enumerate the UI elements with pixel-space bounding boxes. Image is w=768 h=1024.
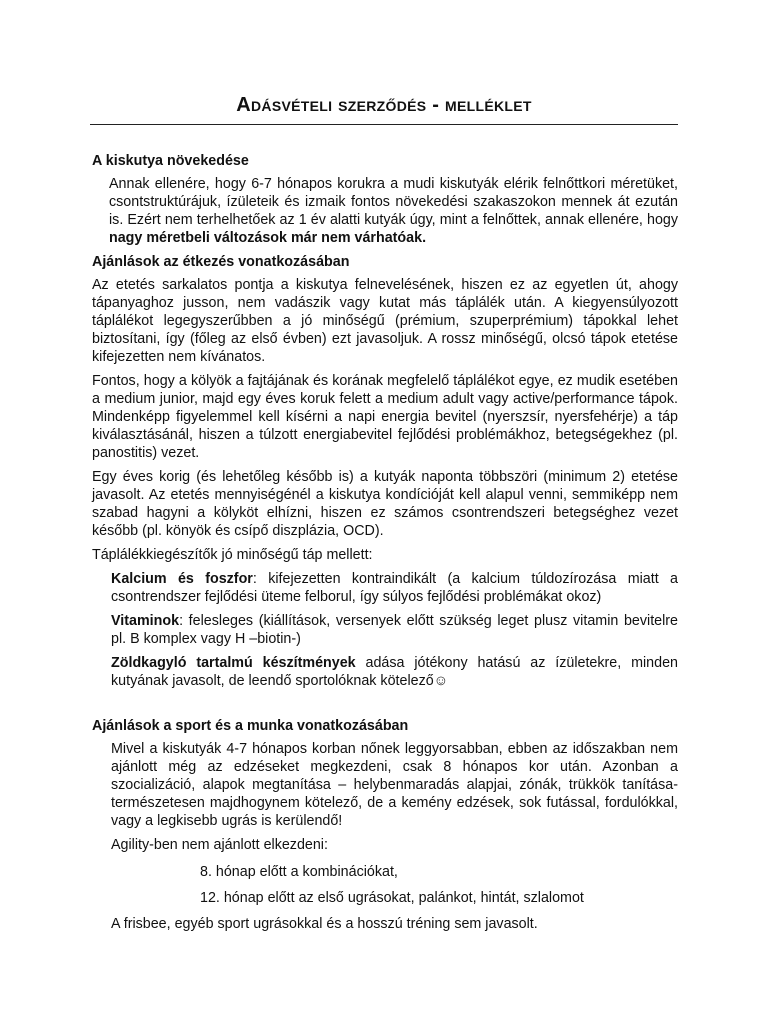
feeding-paragraph-3: Egy éves korig (és lehetőleg később is) a kutyák naponta többszöri (minimum 2) etetése javasolt. Az etetés mennyiségénél a kiskutya kondícióját kell alapul venni, semmiképp nem szabad hagyni a kölyköt elhízni, hiszen ez számos csontrendszeri betegséghez vezet később (pl. könyök és csípő diszplázia, OCD). (92, 469, 678, 539)
agility-rule-2: 12. hónap előtt az első ugrásokat, palánkot, hintát, szlalomot (200, 890, 584, 906)
supplement-item: Vitaminok: felesleges (kiállítások, versenyek előtt szükség leget plusz vitamin bevitelre pl. B komplex vagy H –biotin-) (111, 613, 678, 647)
supplement-item: Zöldkagyló tartalmú készítmények adása jótékony hatású az ízületekre, minden kutyának javasolt, de leendő sportolóknak kötelező☺ (111, 655, 678, 689)
feeding-paragraph-2: Fontos, hogy a kölyök a fajtájának és korának megfelelő táplálékot egye, ez mudik esetében a medium junior, majd egy éves koruk felett a medium adult vagy active/performance tápok. Mindenképp figyelemmel kell kísérni a napi energia bevitel (nyerszsír, nyersfehérje) a táp kiválasztásánál, hiszen a túlzott energiabevitel fejlődési problémákhoz, betegségekhez (pl. panostitis) vezet. (92, 373, 678, 461)
sport-paragraph-final: A frisbee, egyéb sport ugrásokkal és a hosszú tréning sem javasolt. (111, 916, 538, 932)
document-body (92, 152, 678, 933)
section-heading-feeding: Ajánlások az étkezés vonatkozásában (92, 254, 350, 270)
section-sport (92, 717, 678, 933)
title-divider (90, 124, 678, 125)
supplement-item: Kalcium és foszfor: kifejezetten kontraindikált (a kalcium túldozírozása miatt a csontrendszer fejlődési üteme felborul, így súlyos fejlődési problémákat okoz) (111, 571, 678, 605)
supplement-term: Kalcium és foszfor (111, 571, 253, 587)
growth-paragraph-emphasis: nagy méretbeli változások már nem várhatóak. (109, 230, 427, 246)
section-heading-sport: Ajánlások a sport és a munka vonatkozásában (92, 718, 409, 734)
supplement-term: Vitaminok (111, 613, 180, 629)
agility-intro: Agility-ben nem ajánlott elkezdeni: (111, 837, 328, 853)
section-growth (92, 152, 678, 247)
feeding-paragraph-1: Az etetés sarkalatos pontja a kiskutya felnevelésének, hiszen ez az egyetlen út, ahogy tápanyaghoz jusson, nem vadászik vagy kutat más táplálék után. A kiegyensúlyozott táplálékot legegyszerűbben a jó minőségű (prémium, szuperprémium) tápokkal lehet biztosítani, így (főleg az első évben) ezt javasoljuk. A rossz minőségű, olcsó tápok etetése kifejezetten nem kívánatos. (92, 277, 678, 365)
section-feeding (92, 253, 678, 690)
page-title: Adásvételi szerződés - melléklet (236, 94, 532, 116)
supplement-term: Zöldkagyló tartalmú készítmények (111, 655, 356, 671)
growth-paragraph: Annak ellenére, hogy 6-7 hónapos korukra a mudi kiskutyák elérik felnőttkori méretüket, csontstruktúrájuk, ízületeik és izmaik fontos növekedési szakaszokon mennek át ezután is. Ezért nem terhelhetőek az 1 év alatti kutyák úgy, mint a felnőttek, annak ellenére, hogy nagy méretbeli változások már nem várhatóak. (109, 176, 678, 246)
section-heading-growth: A kiskutya növekedése (92, 153, 249, 169)
sport-paragraph-1: Mivel a kiskutyák 4-7 hónapos korban nőnek leggyorsabban, ebben az időszakban nem ajánlott még az edzéseket megkezdeni, csak 8 hónapos kor után. Azonban a szocializáció, alapok megtanítása – helybenmaradás alapjai, zónák, trükkök tanítása- természetesen majdhogynem kötelező, de a kemény edzések, sok futással, fordulókkal, vagy a legkisebb ugrás is kerülendő! (111, 741, 678, 829)
agility-rule-1: 8. hónap előtt a kombinációkat, (200, 864, 398, 880)
supplements-intro: Táplálékkiegészítők jó minőségű táp mellett: (92, 547, 373, 563)
